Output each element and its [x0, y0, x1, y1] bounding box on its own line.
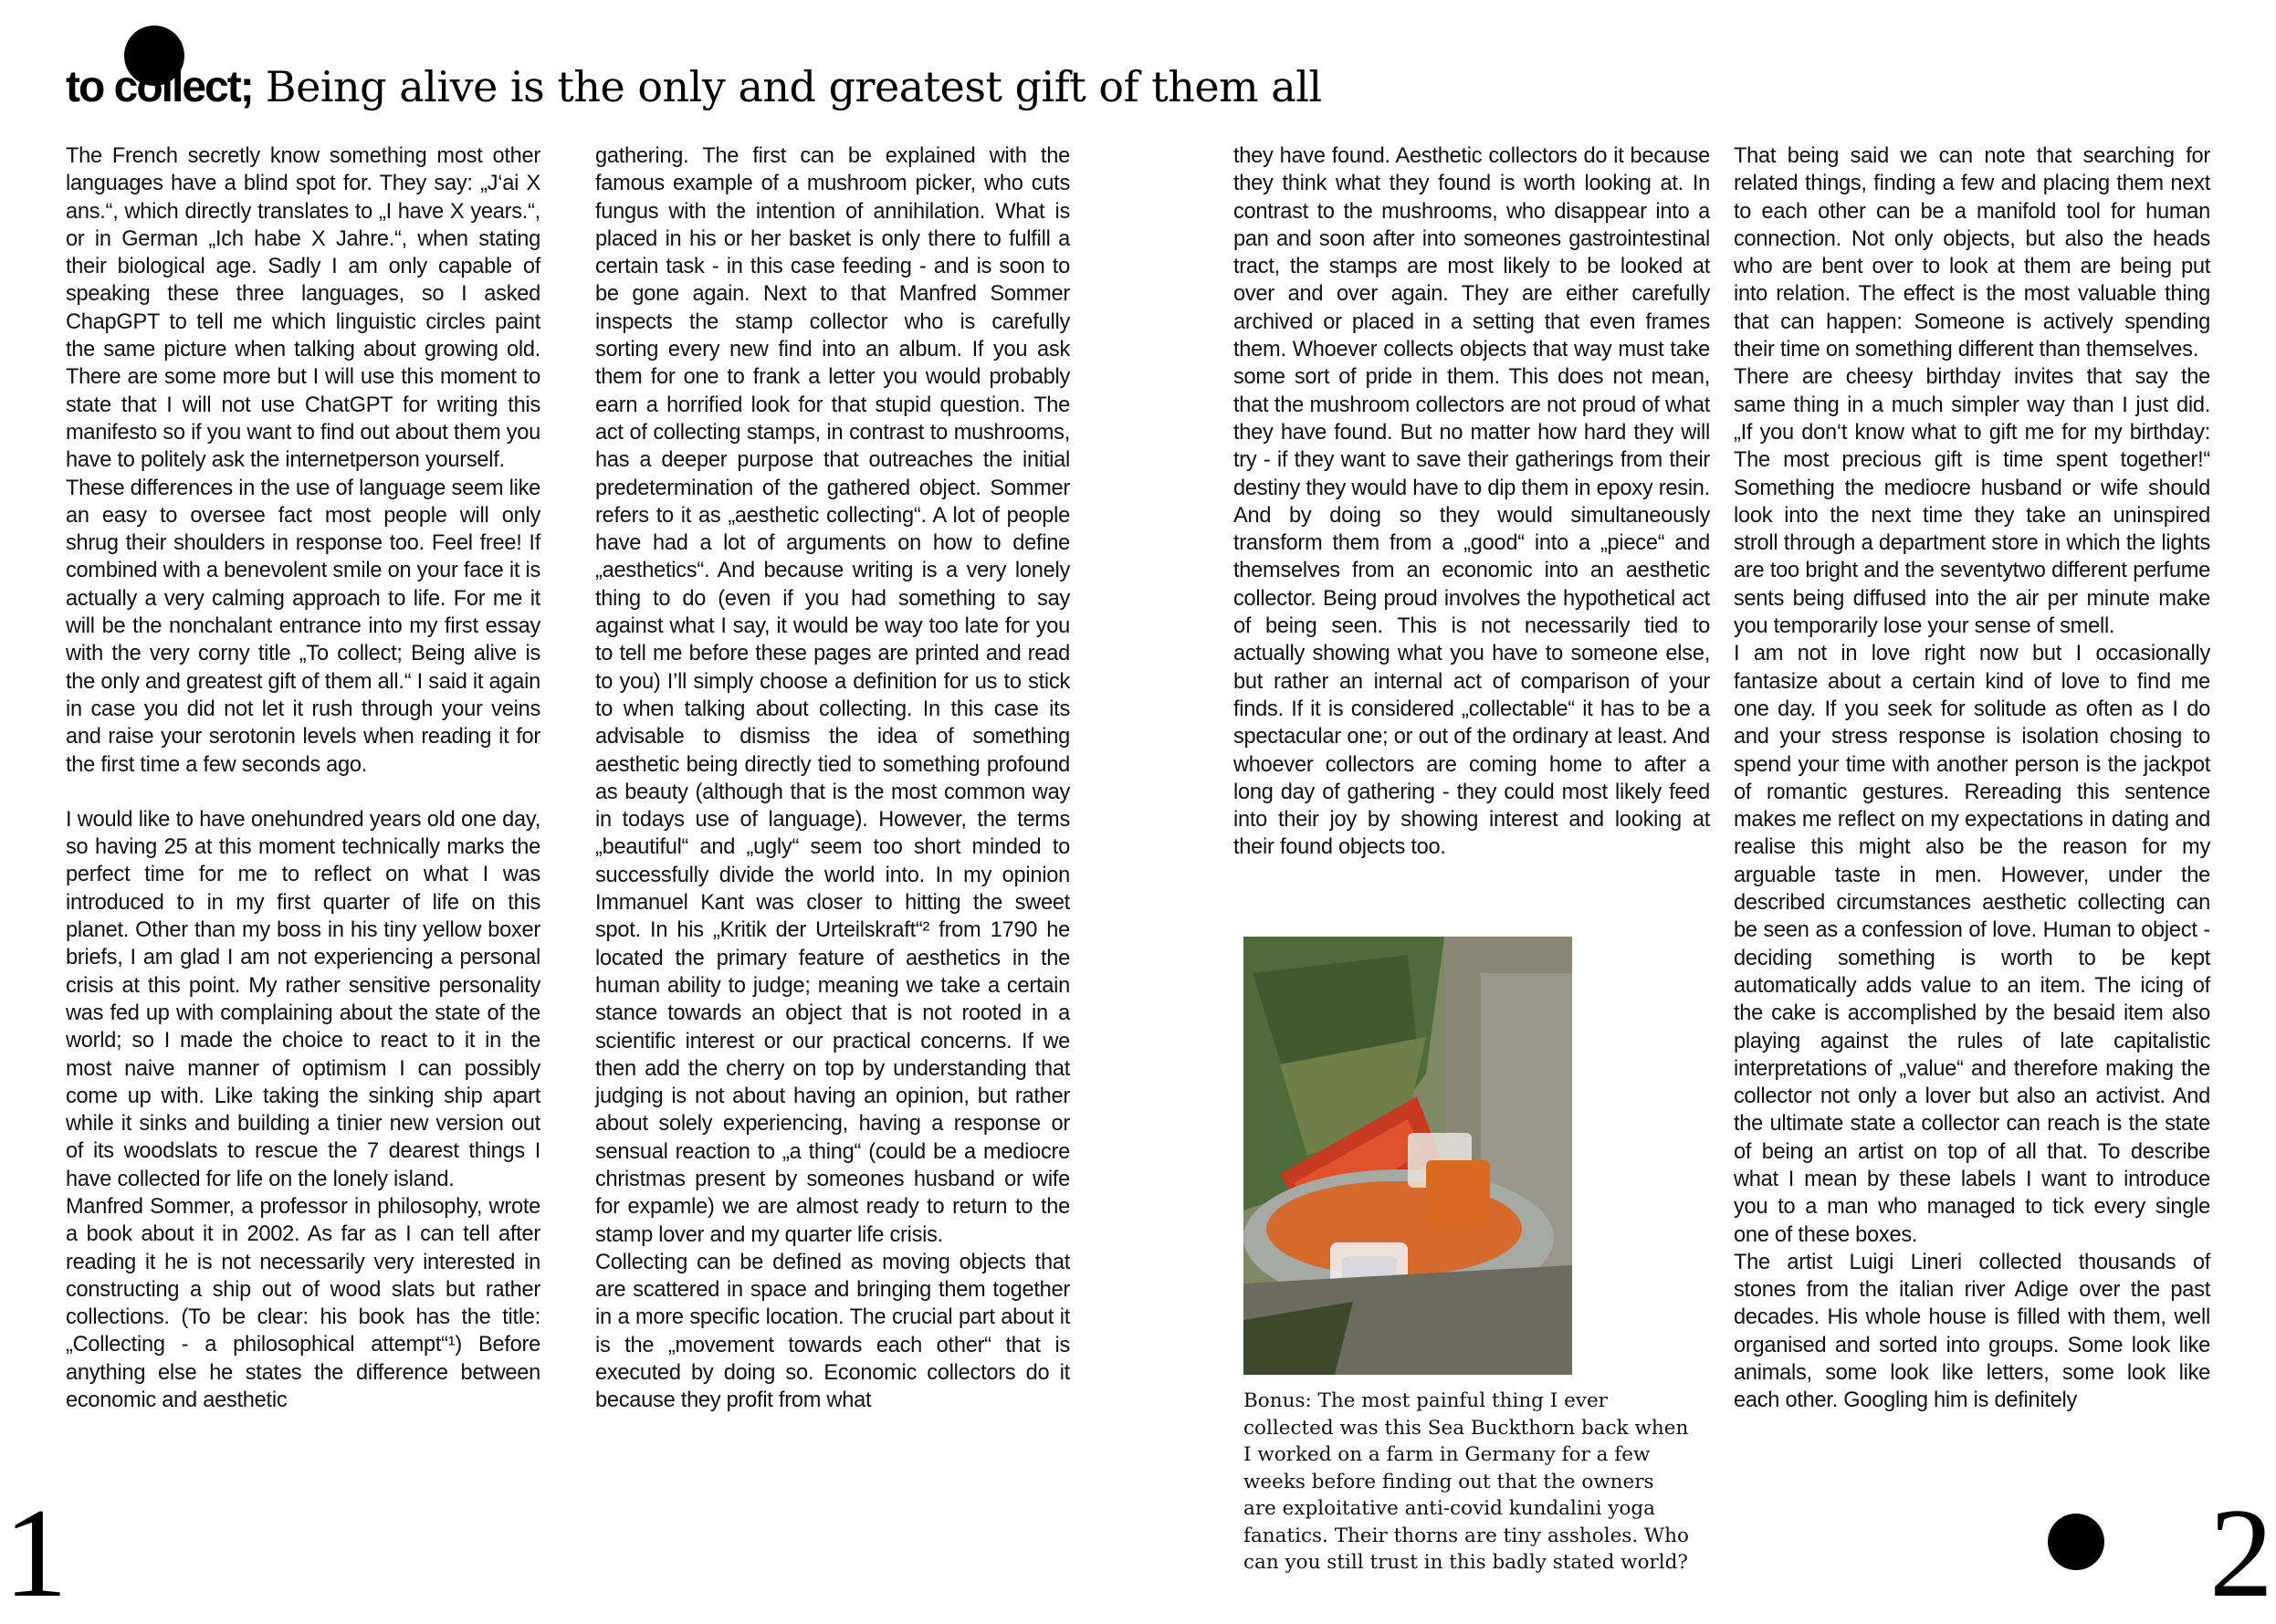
sea-buckthorn-photo [1243, 937, 1572, 1375]
photo-caption: Bonus: The most painful thing I ever collected was this Sea Buckthorn back when I worked on a farm in Germany for a few weeks before finding out that the owners are exploitative anti-covid kundalini yoga fanatics. Their thorns are tiny assholes. Who can you still trust in this badly stated world? [1243, 1389, 1689, 1574]
paragraph: gathering. The first can be explained with the famous example of a mushroom picker, who cuts fungus with the intention of annihilation. What is placed in his or her basket is only there to fulfill a certain task - in this case feeding - and is soon to be gone again. Next to that Manfred Sommer inspects the stamp collector who is carefully sorting every new find into an album. If you ask them for one to frank a letter you would probably earn a horrified look for that stupid question. The act of collecting stamps, in contrast to mushrooms, has a deeper purpose that outreaches the initial predetermination of the gathered object. Sommer refers to it as „aesthetic collecting“. A lot of people have had a lot of arguments on how to define „aesthetics“. And because writing is a very lonely thing to do (even if you had something to say against what I say, it would be way too late for you to tell me before these pages are printed and read to you) I’ll simply choose a definition for us to stick to when talking about collecting. In this case its advisable to dismiss the idea of something aesthetic being directly tied to something profound as beauty (although that is the most common way in todays use of language). However, the terms „beautiful“ and „ugly“ seem too short minded to successfully divide the world into. In my opinion Immanuel Kant was closer to hitting the sweet spot. In his „Kritik der Urteilskraft“² from 1790 he located the primary feature of aesthetics in the human ability to judge; meaning we take a certain stance towards an object that is not rooted in a scientific interest or our practical concerns. If we then add the cherry on top by understanding that judging is not about having an opinion, but rather about solely experiencing, having a response or sensual reaction to „a thing“ (could be a mediocre christmas present by someones husband or wife for expamle) we are almost ready to return to the stamp lover and my quarter life crisis. [595, 144, 1070, 1247]
paragraph: they have found. Aesthetic collectors do it because they think what they found is worth looking at. In contrast to the mushrooms, who disappear into a pan and soon after into someones gastrointestinal tract, the stamps are most likely to be looked at over and over again. They are either carefully archived or placed in a setting that even frames them. Whoever collects objects that way must take some sort of pride in them. This does not mean, that the mushroom collectors are not proud of what they have found. But no matter how hard they will try - if they want to save their gatherings from their destiny they would have to dip them in epoxy resin. And by doing so they would simultaneously transform them from a „good“ into a „piece“ and themselves from an economic into an aesthetic collector. Being proud involves the hypothetical act of being seen. This is not necessarily tied to actually showing what you have to someone else, but rather an internal act of comparison of your finds. If it is considered „collectable“ it has to be a spectacular one; or out of the ordinary at least. And whoever collectors are coming home to after a long day of gathering - they could most likely feed into their joy by showing interest and looking at their found objects too. [1233, 144, 1710, 860]
text-column-2 [595, 142, 1070, 1415]
paragraph: Collecting can be defined as moving objects that are scattered in space and bringing them together in a more specific location. The crucial part about it is the „movement towards each other“ that is executed by doing so. Economic collectors do it because they profit from what [595, 1250, 1070, 1413]
title-bold: to collect; [66, 63, 253, 111]
paragraph: Manfred Sommer, a professor in philosophy, wrote a book about it in 2002. As far as I can tell after reading it he is not necessarily very interested in constructing a ship out of wood slats but rather collections. (To be clear: his book has the title: „Collecting - a philosophical attempt“¹) Before anything else he states the difference between economic and aesthetic [66, 1194, 540, 1413]
page-number-right: 2 [2209, 1483, 2273, 1624]
paragraph: The artist Luigi Lineri collected thousands of stones from the italian river Adige over the past decades. His whole house is filled with them, well organised and sorted into groups. Some look like animals, some look like letters, some look like each other. Googling him is definitely [1734, 1250, 2210, 1413]
paragraph: I am not in love right now but I occasionally fantasize about a certain kind of love to find me one day. If you seek for solitude as often as I do and your stress response is isolation chosing to spend your time with another person is the jackpot of romantic gestures. Rereading this sentence makes me reflect on my expectations in dating and realise this might also be the reason for my arguable taste in men. However, under the described circumstances aesthetic collecting can be seen as a confession of love. Human to object - deciding something is worth to be kept automatically adds value to an item. The icing of the cake is accomplished by the besaid item also playing against the rules of late capitalistic interpretations of „value“ and therefore making the collector not only a lover but also an activist. And the ultimate state a collector can reach is the state of being an artist on top of all that. To describe what I mean by these labels I want to introduce you to a man who managed to tick every single one of these boxes. [1734, 642, 2210, 1247]
title-rest: Being alive is the only and greatest gift of them all [252, 62, 1322, 111]
page-title [66, 64, 1322, 112]
paragraph: I would like to have onehundred years old one day, so having 25 at this moment technically marks the perfect time for me to reflect on what I was introduced to in my first quarter of life on this planet. Other than my boss in his tiny yellow boxer briefs, I am glad I am not experiencing a personal crisis at this point. My rather sensitive personality was fed up with complaining about the state of the world; so I made the choice to react to it in the most naive manner of optimism I can possibly come up with. Like taking the sinking ship apart while it sinks and building a tinier new version out of its woodslats to rescue the 7 dearest things I have collected for life on the lonely island. [66, 807, 540, 1191]
text-column-1 [66, 142, 540, 1414]
paragraph: These differences in the use of language seem like an easy to oversee fact most people will only shrug their shoulders in response too. Feel free! If combined with a benevolent smile on your face it is actually a very calming approach to life. For me it will be the nonchalant entrance into my first essay with the very corny title „To collect; Being alive is the only and greatest gift of them all.“ I said it again in case you did not let it rush through your veins and raise your serotonin levels when reading it for the first time a few seconds ago. [66, 476, 540, 777]
sea-buckthorn-photo-graphic [1243, 937, 1572, 1375]
paragraph: That being said we can note that searching for related things, finding a few and placing them next to each other can be a manifold tool for human connection. Not only objects, but also the heads who are bent over to look at them are being put into relation. The effect is the most valuable thing that can happen: Someone is actively spending their time on something different than themselves. [1734, 144, 2210, 362]
text-column-3 [1233, 142, 1710, 862]
paragraph: The French secretly know something most other languages have a blind spot for. They say: „J‘ai X ans.“, which directly translates to „I have X years.“, or in German „Ich habe X Jahre.“, when stating their biological age. Sadly I am only capable of speaking these three languages, so I asked ChapGPT to tell me which linguistic circles paint the same picture when talking about growing old. There are some more but I will use this moment to state that I will not use ChatGPT for writing this manifesto so if you want to find out about them you have to politely ask the internetperson yourself. [66, 144, 540, 473]
page-number-left: 1 [4, 1483, 68, 1624]
text-column-4 [1734, 142, 2210, 1415]
paragraph: There are cheesy birthday invites that say the same thing in a much simpler way than I just did. „If you don‘t know what to gift me for my birthday: The most precious gift is time spent together!“ Something the mediocre husband or wife should look into the next time they take an uninspired stroll through a department store in which the lights are too bright and the seventytwo different perfume sents being diffused into the air per minute make you temporarily lose your sense of smell. [1734, 365, 2210, 639]
decorative-dot-bottom [2048, 1514, 2104, 1570]
